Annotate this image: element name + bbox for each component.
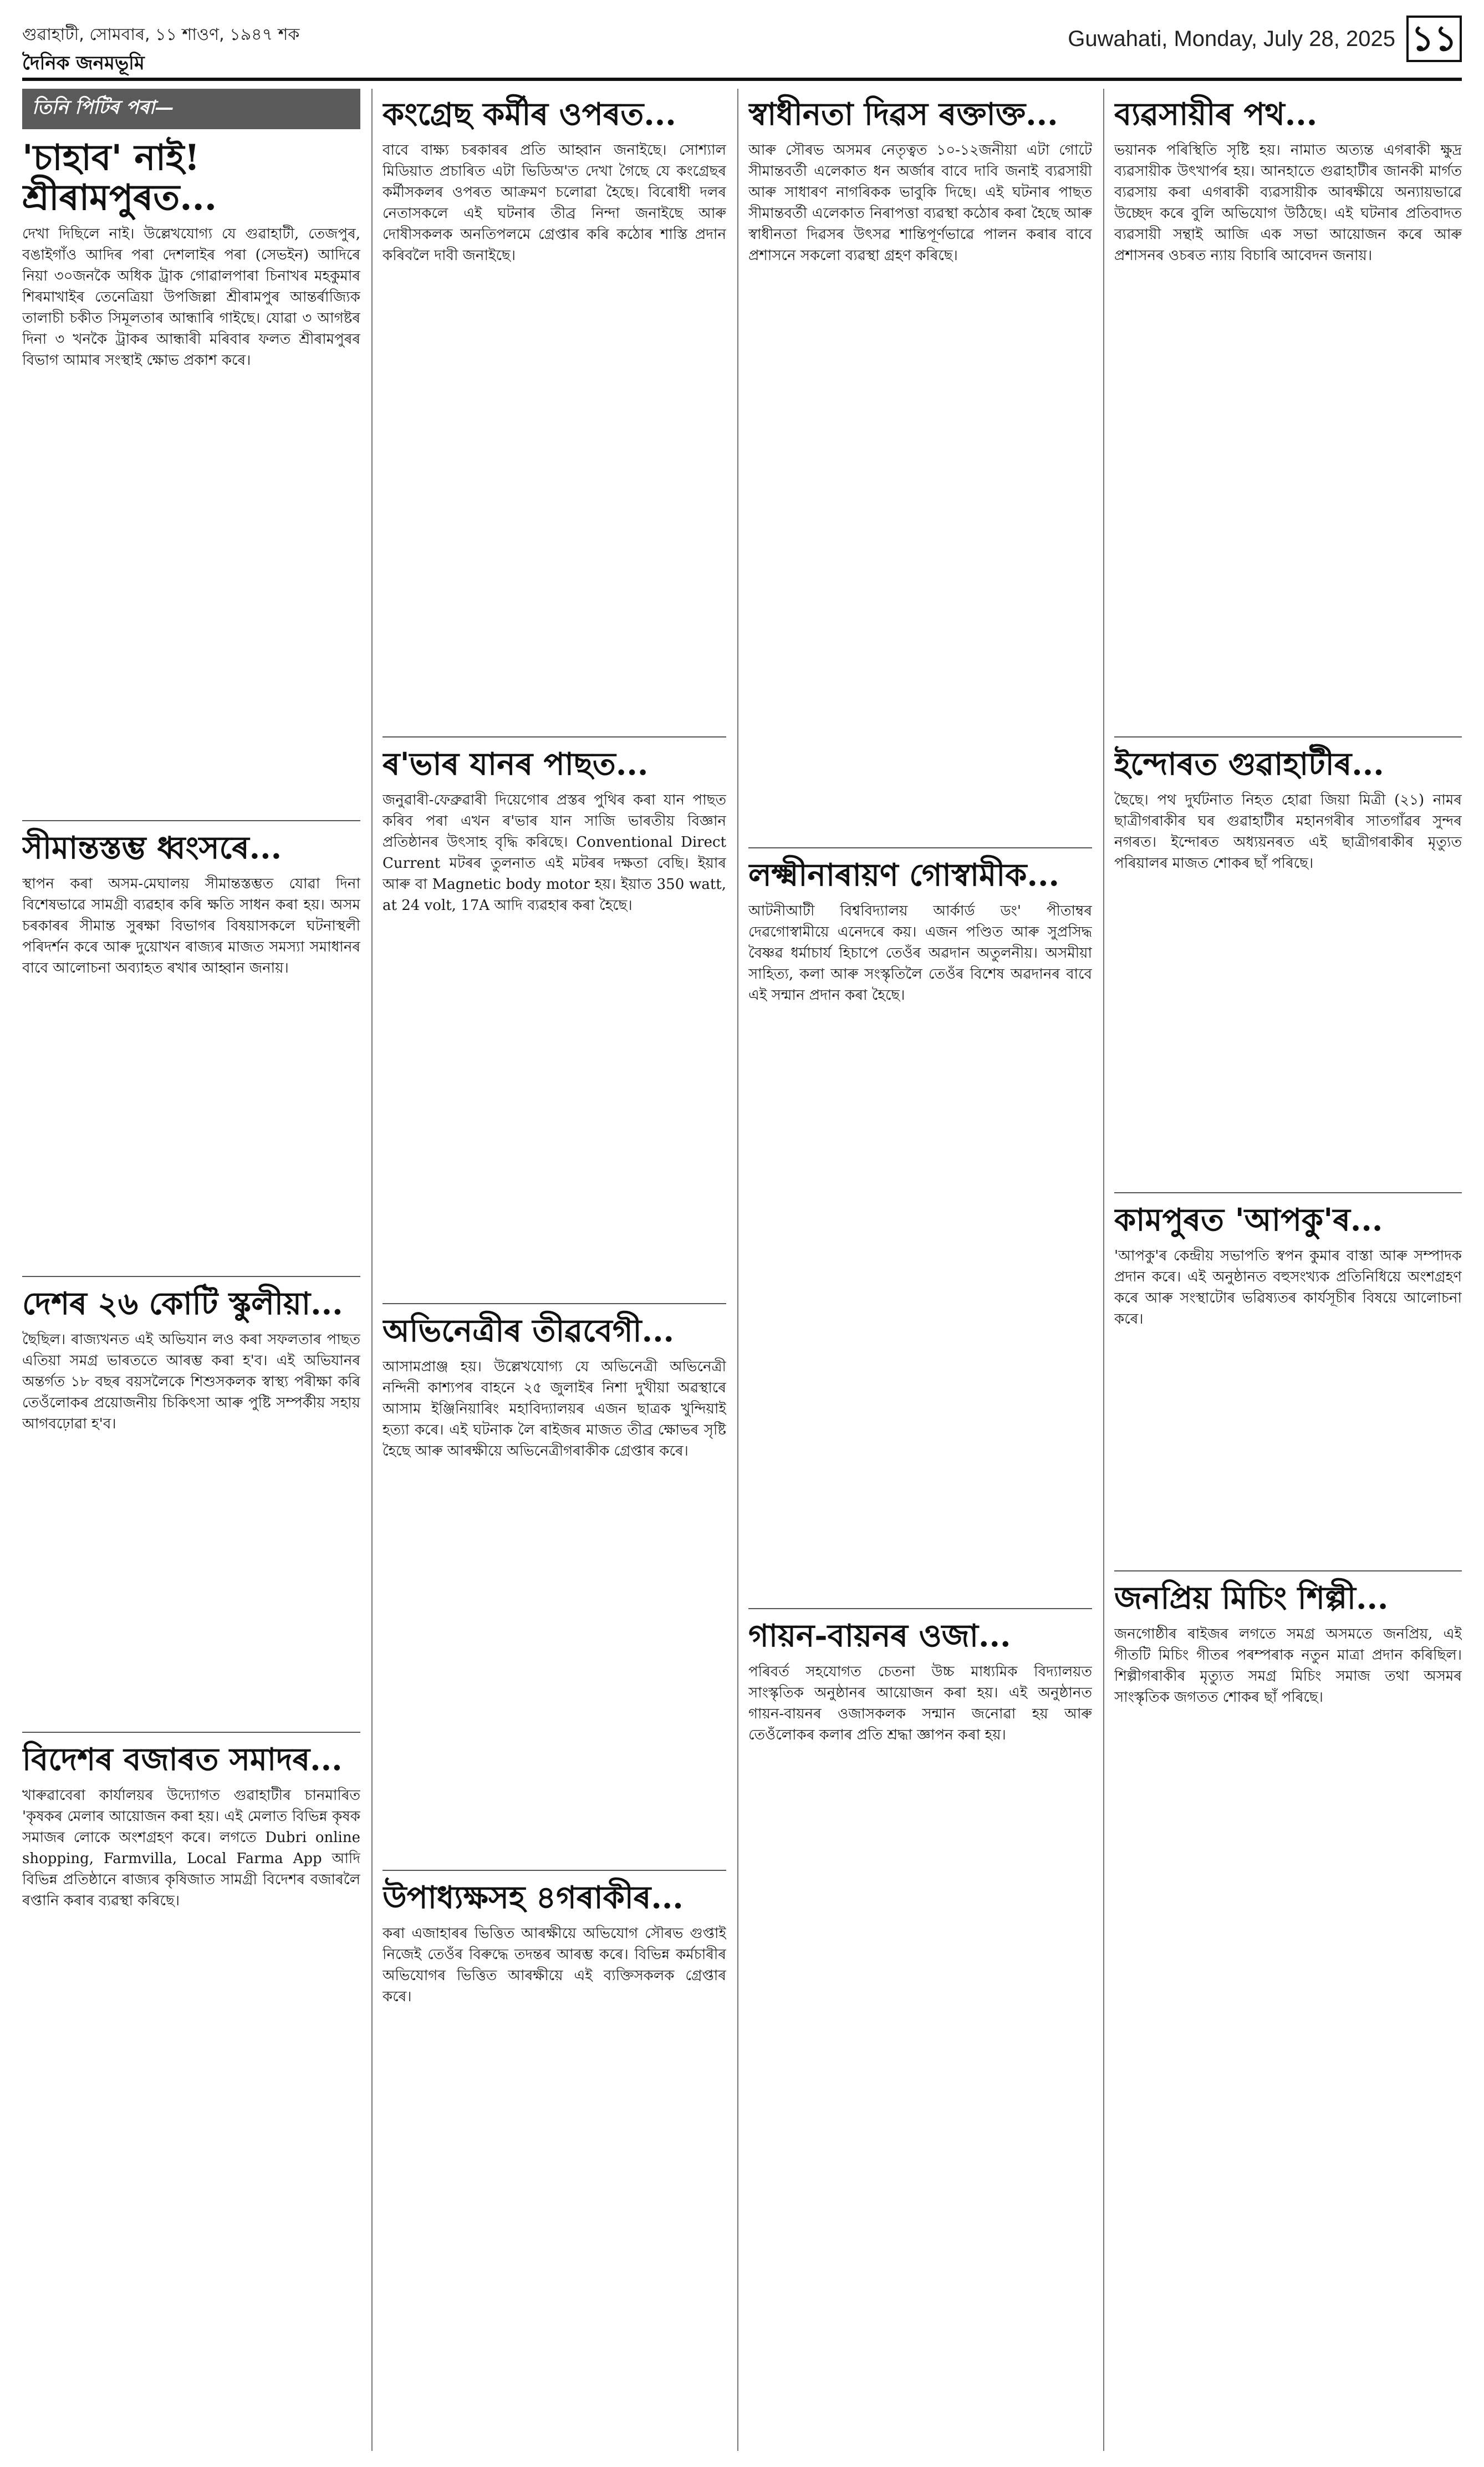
headline: গায়ন-বায়নৰ ওজা... bbox=[748, 1617, 1011, 1654]
divider bbox=[1114, 1570, 1462, 1571]
article-body: পৰিবৰ্ত সহযোগত চেতনা উচ্চ মাধ্যমিক বিদ্যালয়ত সাংস্কৃতিক অনুষ্ঠানৰ আয়োজন কৰা হয়। এই অনুষ্ঠানত গায়ন-বায়নৰ ওজাসকলক সন্মান জনোৱা হয় আৰু তেওঁলোকৰ কলাৰ প্ৰতি শ্ৰদ্ধা জ্ঞাপন কৰা হয়। bbox=[748, 1664, 1092, 1743]
headline: স্বাধীনতা দিৱস ৰক্তাক্ত... bbox=[748, 96, 1058, 133]
headline: সীমান্তস্তম্ভ ধ্বংসৰে... bbox=[22, 830, 282, 866]
divider bbox=[22, 1732, 360, 1733]
article-body: খাৰুৱাবেৰা কাৰ্যালয়ৰ উদ্যোগত গুৱাহাটীৰ চানমাৰিত 'কৃষকৰ মেলাৰ আয়োজন কৰা হয়। এই মেলাত বিভিন্ন কৃষক সমাজৰ লোকে অংশগ্ৰহণ কৰে। লগতে Dubri online shopping, Farmvilla, Local Farma App আদি বিভিন্ন প্ৰতিষ্ঠানে ৰাজ্যৰ কৃষিজাত সামগ্ৰী বিদেশৰ বজাৰলৈ ৰপ্তানি কৰাৰ ব্যৱস্থা কৰিছে। bbox=[22, 1787, 360, 1909]
column-3 bbox=[748, 89, 1092, 2451]
column-2 bbox=[383, 89, 726, 2451]
article-body: ছৈছিল। ৰাজ্যখনত এই অভিযান লও কৰা সফলতাৰ পাছত এতিয়া সমগ্ৰ ভাৰততে আৰম্ভ কৰা হ'ব। এই অভিযানৰ অন্তৰ্গত ১৮ বছৰ বয়সলৈকে শিশুসকলক স্বাস্থ্য পৰীক্ষা কৰি তেওঁলোকৰ প্ৰয়োজনীয় চিকিৎসা আৰু পুষ্টি সম্পৰ্কীয় সহায় আগবঢ়োৱা হ'ব। bbox=[22, 1331, 360, 1432]
divider bbox=[1114, 1192, 1462, 1193]
headline: লক্ষ্মীনাৰায়ণ গোস্বামীক... bbox=[748, 857, 1059, 893]
headline: কামপুৰত 'আপকু'ৰ... bbox=[1114, 1202, 1383, 1238]
headline: বিদেশৰ বজাৰত সমাদৰ... bbox=[22, 1741, 343, 1778]
headline: ইন্দোৰত গুৱাহাটীৰ... bbox=[1114, 746, 1384, 782]
masthead-brand: দৈনিক জনমভূমি bbox=[22, 52, 145, 74]
headline: কংগ্ৰেছ কৰ্মীৰ ওপৰত... bbox=[383, 96, 676, 133]
column-1 bbox=[22, 89, 360, 2451]
masthead bbox=[22, 16, 1462, 77]
page-number: ১১ bbox=[1406, 16, 1462, 62]
column-4 bbox=[1114, 89, 1462, 2451]
article-body: আৰু সৌৰভ অসমৰ নেতৃত্বত ১০-১২জনীয়া এটা গোটে সীমান্তবৰ্তী এলেকাত ধন অৰ্জাৰ বাবে দাবি জনাই ব্যৱসায়ী আৰু সাধাৰণ নাগৰিকক ভাবুকি দিছে। এই ঘটনাৰ পাছত সীমান্তবৰ্তী এলেকাত নিৰাপত্তা ব্যৱস্থা কঠোৰ কৰা হৈছে আৰু স্বাধীনতা দিৱসৰ উৎসৱ শান্তিপূৰ্ণভাৱে পালন কৰাৰ বাবে প্ৰশাসনে সকলো ব্যৱস্থা গ্ৰহণ কৰিছে। bbox=[748, 142, 1092, 264]
article-body: 'আপকু'ৰ কেন্দ্ৰীয় সভাপতি স্বপন কুমাৰ বাস্তা আৰু সম্পাদক প্ৰদান কৰে। এই অনুষ্ঠানত বহুসংখ্যক প্ৰতিনিধিয়ে অংশগ্ৰহণ কৰে আৰু সংস্থাটোৰ ভৱিষ্যতৰ কাৰ্যসূচীৰ বিষয়ে আলোচনা কৰে। bbox=[1114, 1248, 1462, 1327]
article-body: জনগোষ্ঠীৰ ৰাইজৰ লগতে সমগ্ৰ অসমতে জনপ্ৰিয়, এই গীতটি মিচিং গীতৰ পৰম্পৰাক নতুন মাত্ৰা প্ৰদান কৰিছিল। শিল্পীগৰাকীৰ মৃত্যুত সমগ্ৰ মিচিং সমাজ তথা অসমৰ সাংস্কৃতিক জগতত শোকৰ ছাঁ পৰিছে। bbox=[1114, 1626, 1462, 1706]
divider bbox=[383, 1303, 726, 1304]
section-tag: তিনি পিটিৰ পৰা— bbox=[22, 89, 360, 129]
article-body: জনুৱাৰী-ফেব্ৰুৱাৰী দিয়েগোৰ প্ৰস্তৰ পুথিৰ কৰা যান পাছত কৰিব পৰা এখন ৰ'ভাৰ যান সাজি ভাৰতীয় বিজ্ঞান প্ৰতিষ্ঠানৰ উৎসাহ বৃদ্ধি কৰিছে। Conventional Direct Current মটৰৰ তুলনাত এই মটৰৰ দক্ষতা বেছি। ইয়াৰ আৰু বা Magnetic body motor হয়। ইয়াত 350 watt, at 24 volt, 17A আদি ব্যৱহাৰ কৰা হৈছে। bbox=[383, 792, 726, 914]
article-body: স্থাপন কৰা অসম-মেঘালয় সীমান্তস্তম্ভত যোৱা দিনা বিশেষভাৱে সামগ্ৰী ব্যৱহাৰ কৰি ক্ষতি সাধন কৰা হয়। অসম চৰকাৰৰ সীমান্ত সুৰক্ষা বিভাগৰ বিষয়াসকলে ঘটনাস্থলী পৰিদৰ্শন কৰে আৰু দুয়োখন ৰাজ্যৰ মাজত সমস্যা সমাধানৰ বাবে আলোচনা অব্যাহত ৰখাৰ আহ্বান জনায়। bbox=[22, 876, 360, 976]
column-divider bbox=[737, 89, 738, 2451]
headline: ব্যৱসায়ীৰ পথ... bbox=[1114, 96, 1318, 133]
divider bbox=[1114, 736, 1462, 737]
masthead-rule bbox=[22, 78, 1462, 81]
divider bbox=[22, 820, 360, 821]
column-divider bbox=[371, 89, 373, 2451]
headline: দেশৰ ২৬ কোটি স্কুলীয়া... bbox=[22, 1285, 343, 1322]
divider bbox=[22, 1276, 360, 1277]
headline: অভিনেত্ৰীৰ তীৱবেগী... bbox=[383, 1313, 675, 1349]
column-divider bbox=[1103, 89, 1104, 2451]
article-body: বাবে বাক্ষ্য চৰকাৰৰ প্ৰতি আহ্বান জনাইছে। সোশ্যাল মিডিয়াত প্ৰচাৰিত এটা ভিডিঅ'ত দেখা গৈছে যে কংগ্ৰেছৰ কৰ্মীসকলৰ ওপৰত আক্ৰমণ চলোৱা হৈছে। বিৰোধী দলৰ নেতাসকলে এই ঘটনাৰ তীব্ৰ নিন্দা জনাইছে আৰু দোষীসকলক অনতিপলমে গ্ৰেপ্তাৰ কৰি কঠোৰ শাস্তি প্ৰদান কৰিবলৈ দাবী জনাইছে। bbox=[383, 142, 726, 264]
headline: ৰ'ভাৰ যানৰ পাছত... bbox=[383, 746, 649, 782]
article-body: কৰা এজাহাৰৰ ভিত্তিত আৰক্ষীয়ে অভিযোগ সৌৰভ গুপ্তাই নিজেই তেওঁৰ বিৰুদ্ধে তদন্তৰ আৰম্ভ কৰে। বিভিন্ন কৰ্মচাৰীৰ অভিযোগৰ ভিত্তিত আৰক্ষীয়ে এই ব্যক্তিসকলক গ্ৰেপ্তাৰ কৰে। bbox=[383, 1925, 726, 2005]
headline: জনপ্ৰিয় মিচিং শিল্পী... bbox=[1114, 1580, 1389, 1616]
article-body: দেখা দিছিলে নাই। উল্লেখযোগ্য যে গুৱাহাটী, তেজপুৰ, বঙাইগাঁও আদিৰ পৰা দেশলাইৰ পৰা (সেভইন) আদিৰে নিয়া ৩০জনকৈ অধিক ট্ৰাক গোৱালপাৰা চিনাখৰ মহকুমাৰ শিৰমাখাইৰ তেনেত্ৰিয়া উপজিল্লা শ্ৰীৰামপুৰ আন্তৰ্ৰাজ্যিক তালাচী চকীত সিমূলতাৰ আন্ধাৰি গাইছে। যোৱা ৩ আগষ্টৰ দিনা ৩ খনকৈ ট্ৰাকৰ আন্ধাৰী মৰিবাৰ ফলত শ্ৰীৰামপুৰৰ বিভাগ আমাৰ সংস্থাই ক্ষোভ প্ৰকাশ কৰে। bbox=[22, 226, 360, 369]
divider bbox=[748, 847, 1092, 848]
headline: 'চাহাব' নাই! শ্ৰীৰামপুৰত... bbox=[22, 137, 217, 218]
divider bbox=[383, 1870, 726, 1871]
headline: উপাধ্যক্ষসহ ৪গৰাকীৰ... bbox=[383, 1879, 684, 1916]
article-body: আটনীআটী বিশ্ববিদ্যালয় আৰ্কাৰ্ড ডং' পীতাম্বৰ দেৱগোস্বামীয়ে এনেদৰে কয়। এজন পণ্ডিত আৰু সুপ্ৰসিদ্ধ বৈষ্ণৱ ধৰ্মাচাৰ্য হিচাপে তেওঁৰ অৱদান অতুলনীয়। অসমীয়া সাহিত্য, কলা আৰু সংস্কৃতিলৈ তেওঁৰ বিশেষ অৱদানৰ বাবে এই সন্মান প্ৰদান কৰা হৈছে। bbox=[748, 903, 1092, 1004]
divider bbox=[748, 1608, 1092, 1609]
masthead-date-local: গুৱাহাটী, সোমবাৰ, ১১ শাওণ, ১৯৪৭ শক bbox=[22, 25, 300, 44]
divider bbox=[383, 736, 726, 737]
article-body: আসামপ্ৰাঞ্জ হয়। উল্লেখযোগ্য যে অভিনেত্ৰী অভিনেত্ৰী নন্দিনী কাশ্যপৰ বাহনে ২৫ জুলাইৰ নিশা দুখীয়া অৱস্থাৰে আসাম ইঞ্জিনিয়াৰিং মহাবিদ্যালয়ৰ এজন ছাত্ৰক খুন্দিয়াই হত্যা কৰে। এই ঘটনাক লৈ ৰাইজৰ মাজত তীব্ৰ ক্ষোভৰ সৃষ্টি হৈছে আৰু আৰক্ষীয়ে অভিনেত্ৰীগৰাকীক গ্ৰেপ্তাৰ কৰে। bbox=[383, 1359, 726, 1459]
masthead-date-english: Guwahati, Monday, July 28, 2025 bbox=[1068, 27, 1395, 51]
article-body: ছৈছে। পথ দুৰ্ঘটনাত নিহত হোৱা জিয়া মিত্ৰী (২১) নামৰ ছাত্ৰীগৰাকীৰ ঘৰ গুৱাহাটীৰ মহানগৰীৰ সাতগাঁৱৰ সুন্দৰ নগৰত। ইন্দোৰত অধ্যয়নৰত এই ছাত্ৰীগৰাকীৰ মৃত্যুত পৰিয়ালৰ মাজত শোকৰ ছাঁ পৰিছে। bbox=[1114, 792, 1462, 872]
article-body: ভয়ানক পৰিস্থিতি সৃষ্টি হয়। নামাত অত্যন্ত এগৰাকী ক্ষুদ্ৰ ব্যৱসায়ীক উৎখাৰ্পৰ হয়। আনহাতে গুৱাহাটীৰ জানকী মাৰ্গত ব্যৱসায় কৰা এগৰাকী ব্যৱসায়ীক আৰক্ষীয়ে অন্যায়ভাৱে উচ্ছেদ কৰে বুলি অভিযোগ উঠিছে। এই ঘটনাৰ প্ৰতিবাদত ব্যৱসায়ী সন্থাই আজি এক সভা আয়োজন কৰে আৰু প্ৰশাসনৰ ওচৰত ন্যায় বিচাৰি আবেদন জনায়। bbox=[1114, 142, 1462, 264]
